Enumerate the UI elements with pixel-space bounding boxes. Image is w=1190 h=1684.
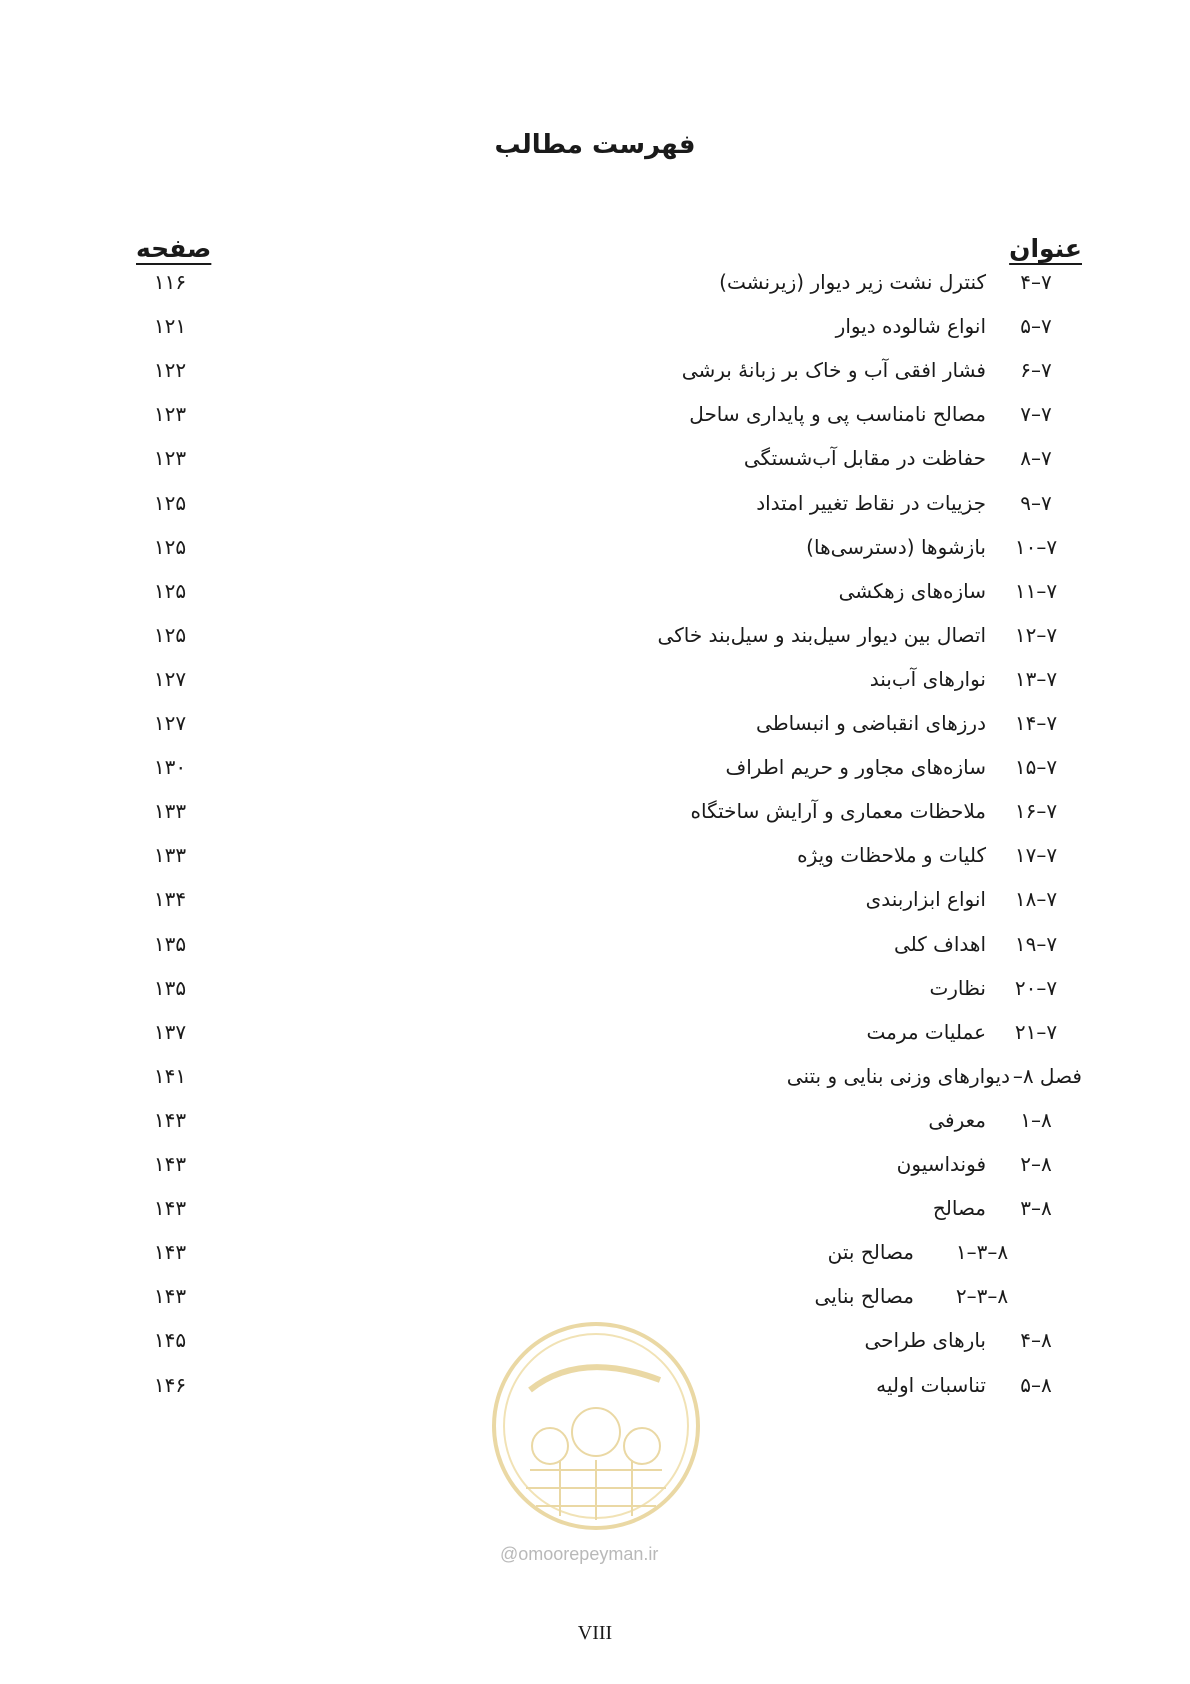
toc-entry-title: عملیات مرمت (866, 1019, 986, 1044)
toc-entry-number: ۷–۴ (1020, 270, 1052, 294)
toc-entry-number: ۸–۵ (1020, 1372, 1052, 1397)
toc-entry-number: ۷–۶ (1020, 358, 1052, 383)
toc-entry-number: ۷–۹ (1020, 490, 1052, 515)
toc-entry (0, 711, 1190, 745)
toc-entry-page: ۱۲۵ (153, 578, 187, 603)
toc-entry (0, 446, 1190, 480)
toc-entry-page: ۱۲۳ (153, 402, 187, 427)
toc-entry-page: ۱۴۳ (153, 1240, 187, 1265)
toc-entry-page: ۱۳۵ (153, 975, 187, 1000)
toc-entry (0, 270, 1190, 304)
toc-entry-page: ۱۱۶ (153, 270, 187, 294)
toc-entry-title: کنترل نشت زیر دیوار (زیرنشت) (719, 270, 986, 294)
watermark-url: @omoorepeyman.ir (500, 1544, 659, 1564)
toc-entry-title: مصالح نامناسب پی و پایداری ساحل (689, 402, 986, 427)
toc-entry-title: بارهای طراحی (864, 1328, 986, 1353)
title-column-header: عنوان (1009, 234, 1082, 263)
toc-entry-number: ۷–۱۵ (1014, 755, 1058, 780)
page-number: VIII (577, 1622, 613, 1644)
toc-entry-title: مصالح (932, 1196, 986, 1221)
toc-entry-title: دیوارهای وزنی بنایی و بتنی (786, 1063, 1010, 1088)
toc-entry-number: ۷–۲۰ (1014, 975, 1058, 1000)
toc-entry-number: فصل ۸– (1012, 1063, 1082, 1088)
watermark-stamp (490, 1320, 702, 1532)
toc-entry-page: ۱۳۳ (153, 843, 187, 868)
toc-entry (0, 402, 1190, 436)
toc-entry (0, 799, 1190, 833)
toc-entry (0, 491, 1190, 525)
toc-entry-title: سازه‌های مجاور و حریم اطراف (725, 755, 986, 780)
toc-entry (0, 1152, 1190, 1186)
toc-entry-title: اتصال بین دیوار سیل‌بند و سیل‌بند خاکی (657, 622, 986, 647)
toc-entry-number: ۷–۱۸ (1014, 887, 1058, 912)
toc-entry-title: جزییات در نقاط تغییر امتداد (756, 490, 986, 515)
toc-entry-page: ۱۴۳ (153, 1152, 187, 1176)
toc-entry-page: ۱۲۳ (153, 446, 187, 471)
toc-entry-title: ملاحظات معماری و آرایش ساختگاه (690, 799, 986, 824)
toc-entry-title: سازه‌های زهکشی (838, 578, 986, 603)
toc-entry-title: نوارهای آب‌بند (869, 666, 986, 691)
toc-entry-title: حفاظت در مقابل آب‌شستگی (743, 446, 986, 471)
toc-entry-number: ۷–۷ (1020, 402, 1052, 427)
toc-entry-number: ۷–۱۹ (1014, 931, 1058, 956)
toc-entry-title: درزهای انقباضی و انبساطی (756, 711, 986, 735)
toc-entry-page: ۱۴۳ (153, 1196, 187, 1221)
toc-entry (0, 667, 1190, 701)
toc-entry-title: بازشوها (دسترسی‌ها) (806, 534, 986, 559)
toc-entry-page: ۱۲۷ (153, 666, 187, 691)
toc-entry-number: ۸–۲ (1020, 1152, 1052, 1176)
toc-entry-page: ۱۴۶ (153, 1372, 187, 1397)
toc-entry (0, 1284, 1190, 1318)
toc-entry-number: ۷–۵ (1020, 314, 1052, 339)
toc-entry-number: ۸–۳–۲ (955, 1284, 1009, 1309)
toc-entry-page: ۱۲۱ (153, 314, 187, 339)
toc-entry-title: نظارت (929, 975, 986, 1000)
toc-entry (0, 535, 1190, 569)
toc-entry-number: ۷–۱۳ (1014, 666, 1058, 691)
toc-entry (0, 1196, 1190, 1230)
toc-entry-page: ۱۳۰ (153, 755, 187, 780)
toc-entry-title: کلیات و ملاحظات ویژه (797, 843, 986, 868)
toc-entry-page: ۱۳۵ (153, 931, 187, 956)
toc-entry-title: انواع ابزاربندی (865, 887, 986, 912)
toc-entry-number: ۸–۱ (1020, 1107, 1052, 1132)
toc-entry (0, 932, 1190, 966)
toc-entry-page: ۱۳۴ (153, 887, 187, 912)
toc-entry (0, 1108, 1190, 1142)
toc-entry-title: معرفی (928, 1107, 986, 1132)
page-column-header: صفحه (136, 234, 212, 263)
toc-entry-title: فونداسیون (896, 1152, 986, 1176)
toc-entry-number: ۷–۲۱ (1014, 1019, 1058, 1044)
toc-entry-page: ۱۴۳ (153, 1107, 187, 1132)
toc-entry-page: ۱۲۲ (153, 358, 187, 383)
toc-entry-page: ۱۳۳ (153, 799, 187, 824)
toc-entry-page: ۱۴۵ (153, 1328, 187, 1353)
toc-entry (0, 358, 1190, 392)
toc-entry-number: ۸–۴ (1020, 1328, 1052, 1353)
toc-entry-title: مصالح بنایی (814, 1284, 914, 1309)
toc-entry-number: ۷–۱۶ (1014, 799, 1058, 824)
toc-entry (0, 314, 1190, 348)
toc-entry (0, 843, 1190, 877)
toc-entry (0, 976, 1190, 1010)
toc-entry-title: تناسبات اولیه (876, 1372, 986, 1397)
toc-entry-page: ۱۲۷ (153, 711, 187, 735)
toc-entry-page: ۱۲۵ (153, 490, 187, 515)
toc-entry-number: ۷–۱۰ (1014, 534, 1058, 559)
toc-entry (0, 1240, 1190, 1274)
toc-entry (0, 1064, 1190, 1098)
toc-entry-number: ۷–۱۱ (1014, 578, 1058, 603)
toc-entry-number: ۷–۱۴ (1014, 711, 1058, 735)
toc-entry-page: ۱۴۱ (153, 1063, 187, 1088)
toc-entry-title: فشار افقی آب و خاک بر زبانهٔ برشی (681, 358, 986, 383)
toc-entry-number: ۸–۳ (1020, 1196, 1052, 1221)
toc-entry-page: ۱۲۵ (153, 534, 187, 559)
toc-entry-title: انواع شالوده دیوار (835, 314, 986, 339)
toc-entry (0, 755, 1190, 789)
toc-entry-page: ۱۴۳ (153, 1284, 187, 1309)
toc-entry-page: ۱۳۷ (153, 1019, 187, 1044)
toc-entry (0, 1020, 1190, 1054)
toc-entry-number: ۷–۸ (1020, 446, 1052, 471)
toc-entry-page: ۱۲۵ (153, 622, 187, 647)
toc-entry (0, 579, 1190, 613)
toc-entry-title: مصالح بتن (827, 1240, 914, 1265)
toc-entry (0, 887, 1190, 921)
toc-entry (0, 623, 1190, 657)
toc-entry-number: ۸–۳–۱ (955, 1240, 1009, 1265)
toc-entry-number: ۷–۱۲ (1014, 622, 1058, 647)
toc-entry-title: اهداف کلی (893, 931, 986, 956)
toc-entry-number: ۷–۱۷ (1014, 843, 1058, 868)
page-title: فهرست مطالب (494, 130, 696, 160)
